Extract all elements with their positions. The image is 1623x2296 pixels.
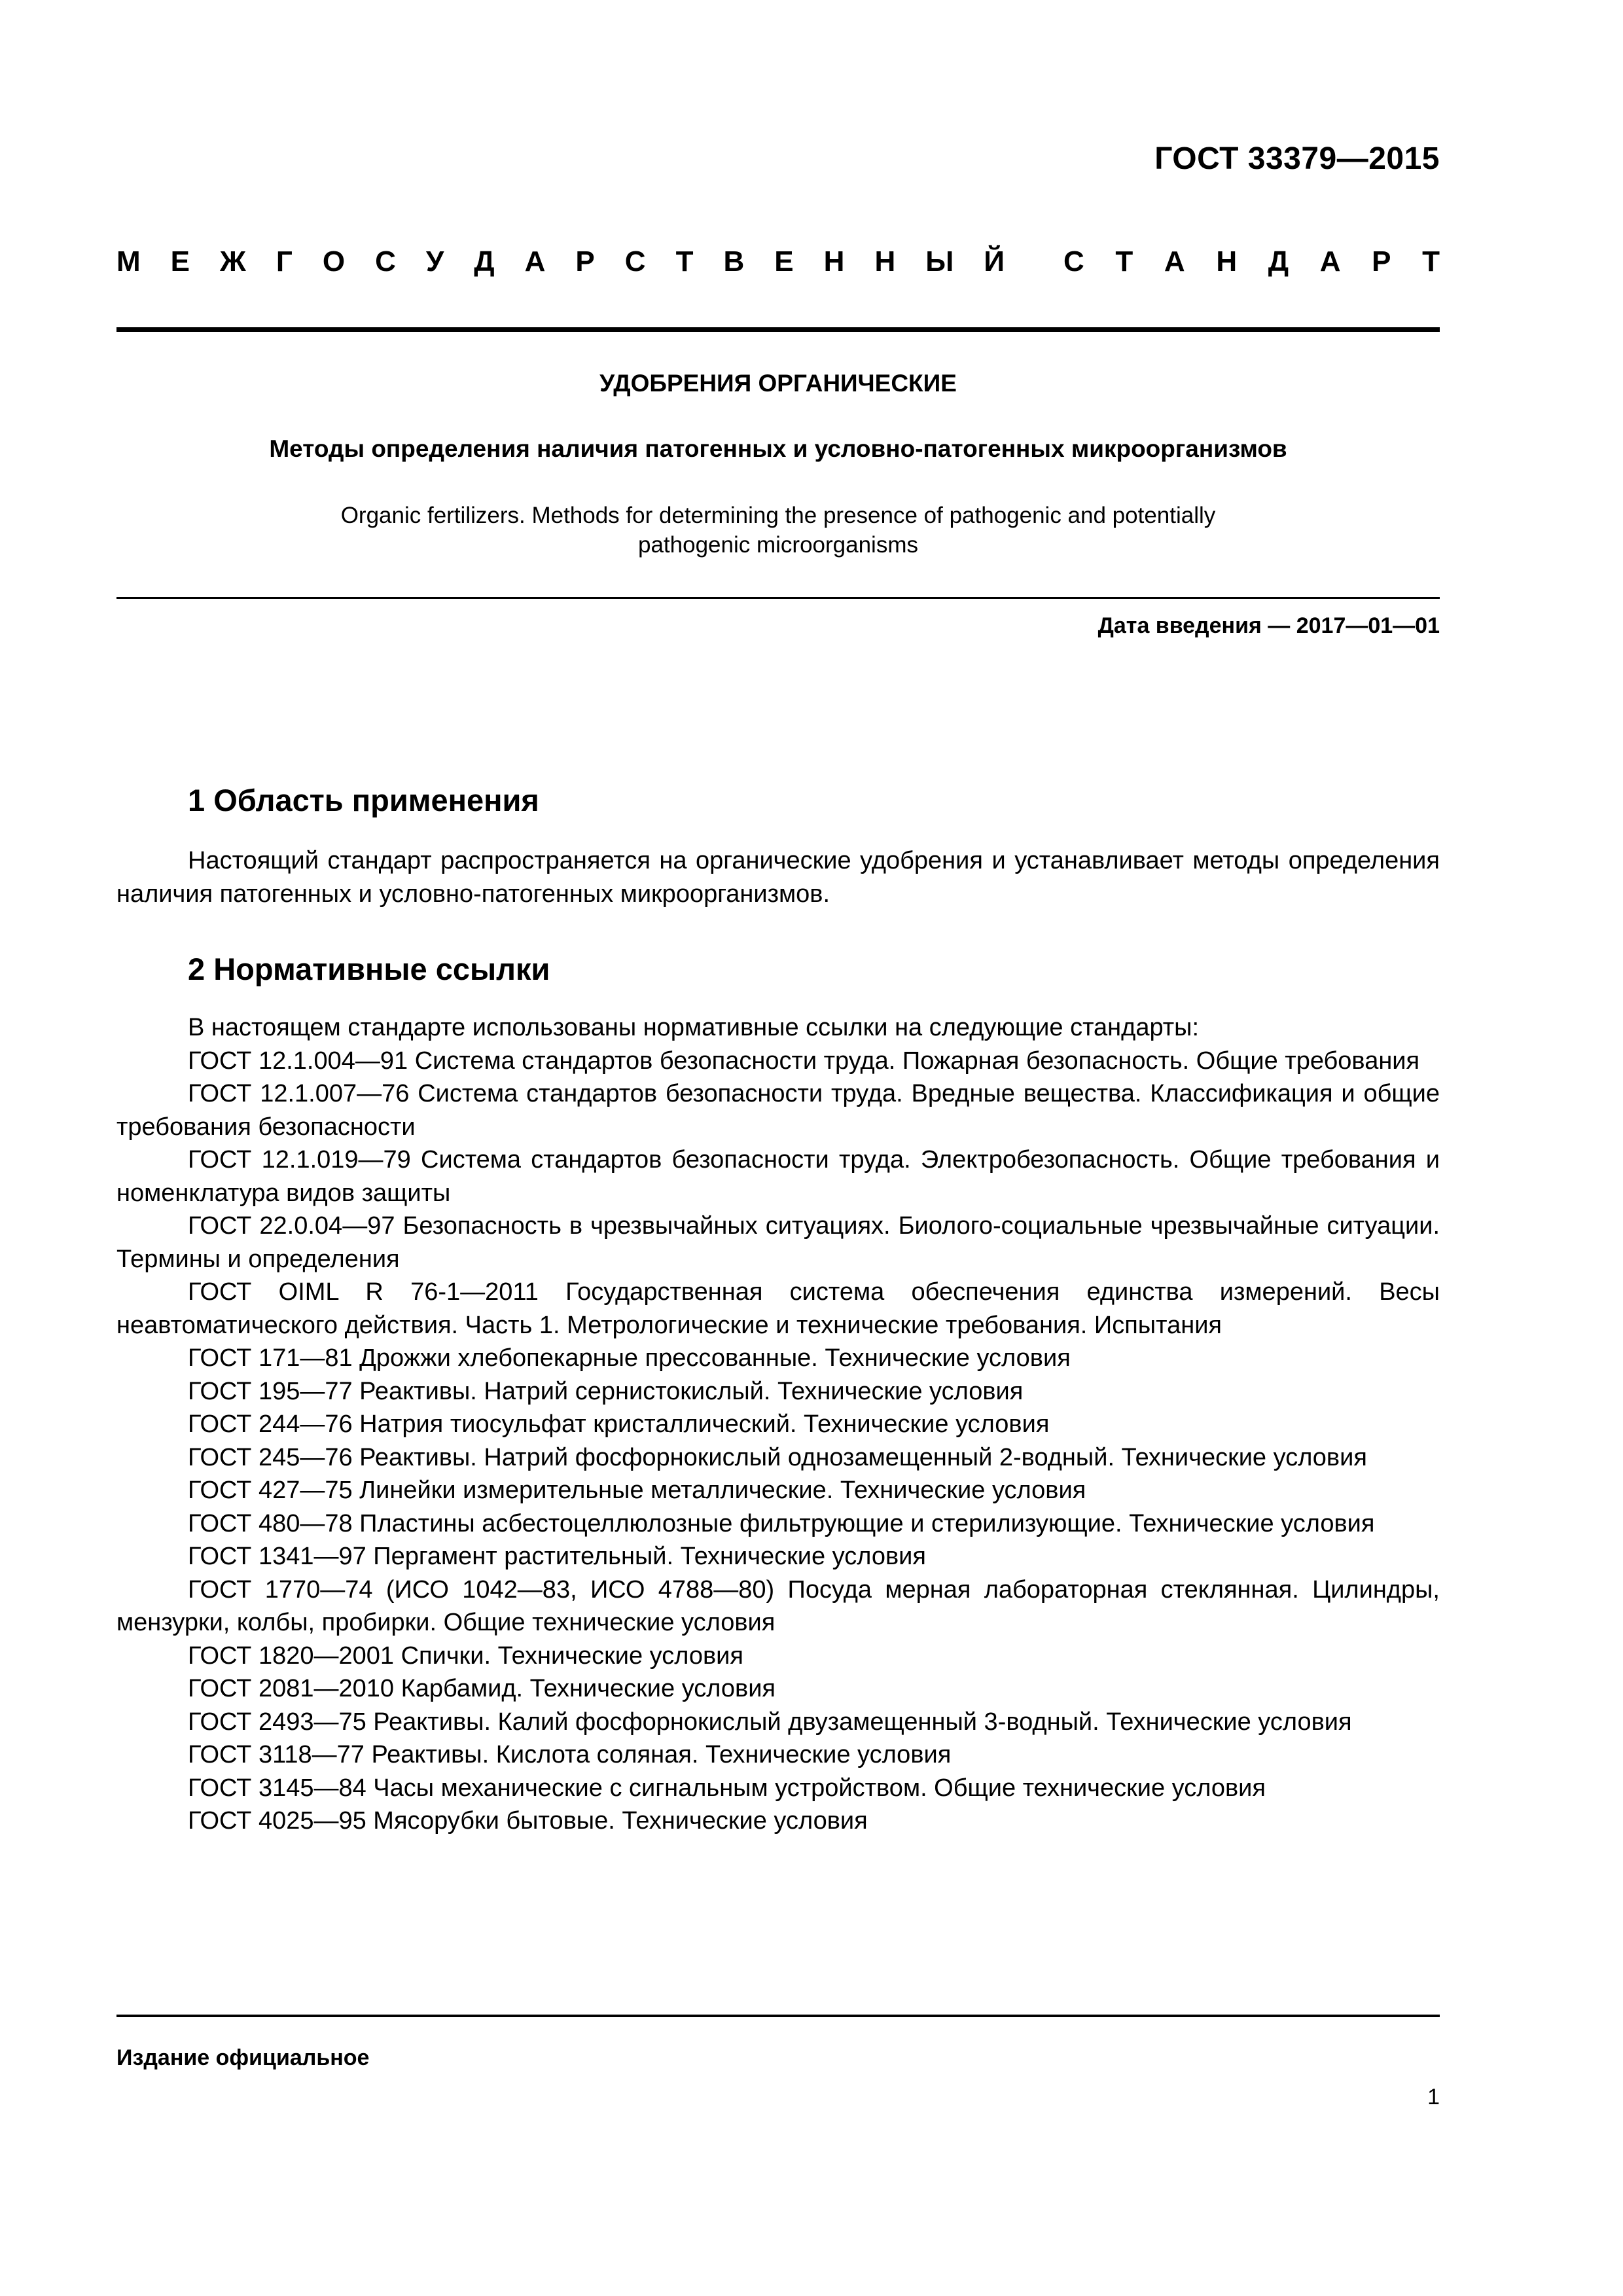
standard-kind-word-1-letter: С bbox=[624, 245, 646, 278]
header-divider bbox=[116, 327, 1440, 332]
standard-kind-word-1-letter: О bbox=[322, 245, 346, 278]
standard-number: ГОСТ 33379—2015 bbox=[1154, 141, 1440, 176]
standard-kind-word-1-letter: Г bbox=[276, 245, 293, 278]
standard-kind bbox=[116, 245, 1440, 278]
standard-kind-word-1-letter: Д bbox=[474, 245, 495, 278]
official-edition-label: Издание официальное bbox=[116, 2045, 370, 2070]
reference-item: ГОСТ 480—78 Пластины асбестоцеллюлозные фильтрующие и стерилизующие. Технические условия bbox=[188, 1509, 1375, 1537]
reference-item: ГОСТ 195—77 Реактивы. Натрий сернистокислый. Технические условия bbox=[188, 1377, 1024, 1405]
reference-item: ГОСТ 4025—95 Мясорубки бытовые. Технические условия bbox=[188, 1807, 868, 1835]
reference-item: ГОСТ 171—81 Дрожжи хлебопекарные прессованные. Технические условия bbox=[188, 1344, 1071, 1372]
reference-item: ГОСТ 3145—84 Часы механические с сигнальным устройством. Общие технические условия bbox=[188, 1774, 1266, 1802]
standard-kind-word-2-letter: Р bbox=[1372, 245, 1391, 278]
section-2-heading: 2 Нормативные ссылки bbox=[188, 952, 550, 986]
standard-kind-word-1-letter: У bbox=[425, 245, 444, 278]
english-title-text: Organic fertilizers. Methods for determining the presence of pathogenic and potentially pathogenic microorganisms bbox=[340, 503, 1216, 558]
reference-item: ГОСТ 245—76 Реактивы. Натрий фосфорнокислый однозамещенный 2-водный. Технические условия bbox=[188, 1443, 1367, 1471]
standard-kind-word-2-letter: Д bbox=[1268, 245, 1289, 278]
page-number: 1 bbox=[1427, 2085, 1440, 2109]
standard-kind-word-1-letter: Т bbox=[675, 245, 694, 278]
reference-item: ГОСТ 1820—2001 Спички. Технические условия bbox=[188, 1641, 743, 1670]
standard-kind-word-1-letter: М bbox=[116, 245, 141, 278]
standard-kind-word-2-letter: Т bbox=[1422, 245, 1440, 278]
section-1-paragraph: Настоящий стандарт распространяется на органические удобрения и устанавливает методы определения наличия патогенных и условно-патогенных микроорганизмов. bbox=[116, 847, 1440, 908]
title-divider bbox=[116, 597, 1440, 599]
standard-kind-word-1 bbox=[116, 245, 1005, 278]
document-title: УДОБРЕНИЯ ОРГАНИЧЕСКИЕ bbox=[599, 370, 957, 397]
section-1-body bbox=[116, 844, 1440, 910]
english-title bbox=[116, 501, 1440, 560]
standard-kind-word-1-letter: Ы bbox=[925, 245, 954, 278]
reference-item: ГОСТ 3118—77 Реактивы. Кислота соляная. Технические условия bbox=[188, 1741, 952, 1768]
references-intro: В настоящем стандарте использованы нормативные ссылки на следующие стандарты: bbox=[188, 1014, 1200, 1041]
standard-kind-word-2-letter: А bbox=[1319, 245, 1341, 278]
footer-divider bbox=[116, 2015, 1440, 2017]
standard-kind-word-1-letter: Е bbox=[170, 245, 190, 278]
reference-item: ГОСТ 427—75 Линейки измерительные металлические. Технические условия bbox=[188, 1477, 1086, 1504]
reference-item: ГОСТ 12.1.007—76 Система стандартов безопасности труда. Вредные вещества. Классификация и общие требования безопасности bbox=[116, 1080, 1440, 1141]
reference-item: ГОСТ 12.1.019—79 Система стандартов безопасности труда. Электробезопасность. Общие требования и номенклатура видов защиты bbox=[116, 1146, 1440, 1207]
standard-kind-word-1-letter: А bbox=[524, 245, 546, 278]
introduction-date: Дата введения — 2017—01—01 bbox=[1097, 613, 1440, 638]
standard-kind-word-2 bbox=[1063, 245, 1440, 278]
reference-item: ГОСТ 1341—97 Пергамент растительный. Технические условия bbox=[188, 1543, 926, 1570]
document-subtitle: Методы определения наличия патогенных и условно-патогенных микроорганизмов bbox=[269, 435, 1287, 462]
standard-kind-word-2-letter: Н bbox=[1216, 245, 1238, 278]
standard-kind-word-1-letter: С bbox=[375, 245, 396, 278]
reference-item: ГОСТ 22.0.04—97 Безопасность в чрезвычайных ситуациях. Биолого-социальные чрезвычайные ситуации. Термины и определения bbox=[116, 1212, 1440, 1273]
reference-item: ГОСТ 12.1.004—91 Система стандартов безопасности труда. Пожарная безопасность. Общие требования bbox=[188, 1047, 1420, 1075]
reference-item: ГОСТ 2081—2010 Карбамид. Технические условия bbox=[188, 1675, 776, 1702]
standard-kind-word-1-letter: Н bbox=[874, 245, 896, 278]
section-2-body bbox=[116, 1011, 1440, 1838]
standard-kind-word-2-letter: С bbox=[1063, 245, 1084, 278]
reference-item: ГОСТ 1770—74 (ИСО 1042—83, ИСО 4788—80) Посуда мерная лабораторная стеклянная. Цилиндры, мензурки, колбы, пробирки. Общие технические условия bbox=[116, 1575, 1440, 1636]
standard-kind-word-1-letter: Н bbox=[823, 245, 845, 278]
standard-kind-word-2-letter: Т bbox=[1115, 245, 1133, 278]
reference-item: ГОСТ 2493—75 Реактивы. Калий фосфорнокислый двузамещенный 3-водный. Технические условия bbox=[188, 1708, 1352, 1736]
standard-kind-word-2-letter: А bbox=[1164, 245, 1185, 278]
standard-kind-word-1-letter: Р bbox=[575, 245, 595, 278]
standard-kind-word-1-letter: Й bbox=[984, 245, 1005, 278]
standard-kind-word-1-letter: Ж bbox=[220, 245, 246, 278]
reference-item: ГОСТ 244—76 Натрия тиосульфат кристаллический. Технические условия bbox=[188, 1410, 1050, 1438]
standard-kind-word-1-letter: Е bbox=[774, 245, 794, 278]
standard-kind-word-1-letter: В bbox=[723, 245, 745, 278]
reference-item: ГОСТ OIML R 76-1—2011 Государственная система обеспечения единства измерений. Весы неавтоматического действия. Часть 1. Метрологические и технические требования. Испытания bbox=[116, 1278, 1440, 1339]
section-1-heading: 1 Область применения bbox=[188, 783, 539, 817]
